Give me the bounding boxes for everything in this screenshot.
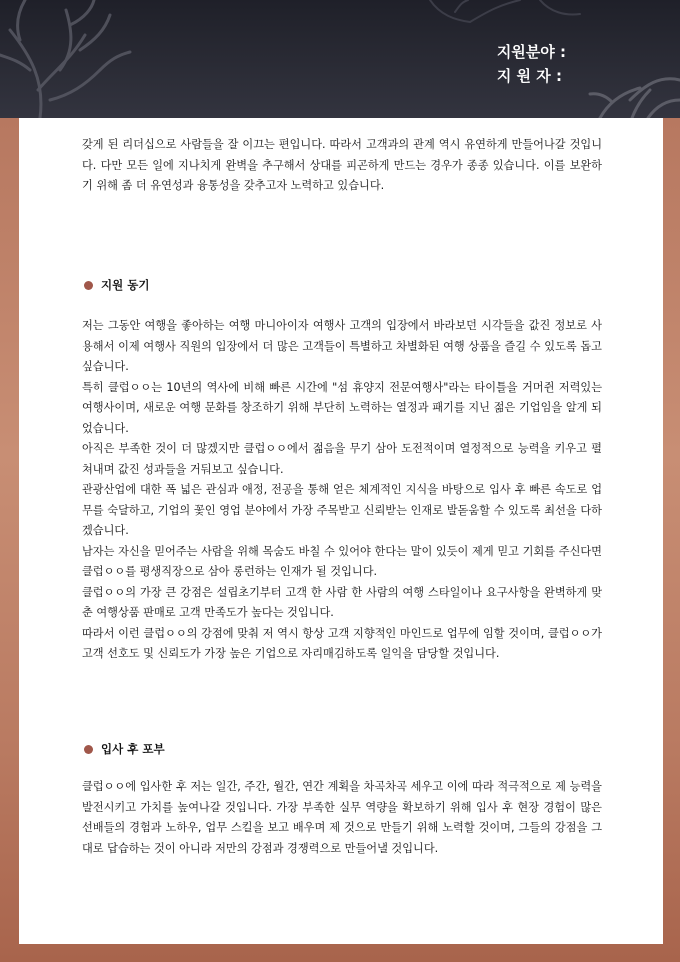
header-banner [0, 0, 680, 118]
paragraph: 특히 클럽ㅇㅇ는 10년의 역사에 비해 빠른 시간에 "섬 휴양지 전문여행사"라는 타이틀을 거머쥔 저력있는 여행사이며, 새로운 여행 문화를 창조하기 위해 부단히 노력하는 열정과 패기를 지닌 젊은 기업임을 알게 되었습니다. [82, 380, 602, 435]
intro-paragraph: 갖게 된 리더십으로 사람들을 잘 이끄는 편입니다. 따라서 고객과의 관계 역시 유연하게 만들어나갈 것입니다. 다만 모든 일에 지나치게 완벽을 추구해서 상대를 피곤하게 만드는 경우가 종종 있습니다. 이를 보완하기 위해 좀 더 유연성과 융통성을 갖추고자 노력하고 있습니다. [82, 138, 602, 192]
field-label-applicant: 지 원 자 : [496, 67, 562, 85]
motivation-text [82, 316, 602, 665]
paragraph: 관광산업에 대한 폭 넓은 관심과 애정, 전공을 통해 얻은 체계적인 지식을 바탕으로 입사 후 빠른 속도로 업무를 숙달하고, 기업의 꽃인 영업 분야에서 가장 주목받고 신뢰받는 인재로 발돋움할 수 있도록 최선을 다하겠습니다. [82, 483, 602, 537]
applicant-info [497, 40, 566, 88]
paragraph: 남자는 자신을 믿어주는 사람을 위해 목숨도 바칠 수 있어야 한다는 말이 있듯이 제게 믿고 기회를 주신다면 클럽ㅇㅇ를 평생직장으로 삼아 롱런하는 인재가 될 것입니다. [82, 544, 602, 578]
paragraph: 따라서 이런 클럽ㅇㅇ의 강점에 맞춰 저 역시 항상 고객 지향적인 마인드로 업무에 임할 것이며, 클럽ㅇㅇ가 고객 선호도 및 신뢰도가 가장 높은 기업으로 자리매김하도록 일익을 담당할 것입니다. [82, 626, 602, 660]
branch-decoration [0, 0, 680, 118]
paragraph: 클럽ㅇㅇ의 가장 큰 강점은 설립초기부터 고객 한 사람 한 사람의 여행 스타일이나 요구사항을 완벽하게 맞춘 여행상품 판매로 고객 만족도가 높다는 것입니다. [82, 585, 602, 619]
section-title: 입사 후 포부 [101, 742, 165, 756]
paragraph: 클럽ㅇㅇ에 입사한 후 저는 일간, 주간, 월간, 연간 계획을 차곡차곡 세우고 이에 따라 적극적으로 제 능력을 발전시키고 가치를 높여나갈 것입니다. 가장 부족한 실무 역량을 확보하기 위해 입사 후 현장 경험이 많은 선배들의 경험과 노하우, 업무 스킬을 보고 배우며 제 것으로 만들기 위해 노력할 것이며, 그들의 강점을 그대로 답습하는 것이 아니라 저만의 강점과 경쟁력으로 만들어낼 것입니다. [82, 780, 602, 855]
field-label-applied-area: 지원분야 : [496, 43, 566, 61]
intro-text [82, 135, 602, 197]
paragraph: 아직은 부족한 것이 더 많겠지만 클럽ㅇㅇ에서 젊음을 무기 삼아 도전적이며 열정적으로 능력을 키우고 펼쳐내며 값진 성과들을 거둬보고 싶습니다. [82, 442, 602, 476]
section-heading-motivation [84, 277, 149, 293]
bullet-icon [84, 745, 93, 754]
paragraph: 저는 그동안 여행을 좋아하는 여행 마니아이자 여행사 고객의 입장에서 바라보던 시각들을 값진 정보로 사용해서 이제 여행사 직원의 입장에서 더 많은 고객들이 특별하고 차별화된 여행 상품을 즐길 수 있도록 돕고 싶습니다. [82, 319, 602, 373]
section-title: 지원 동기 [101, 278, 150, 292]
bullet-icon [84, 281, 93, 290]
aspiration-text [82, 777, 602, 859]
section-heading-aspiration [84, 741, 165, 757]
